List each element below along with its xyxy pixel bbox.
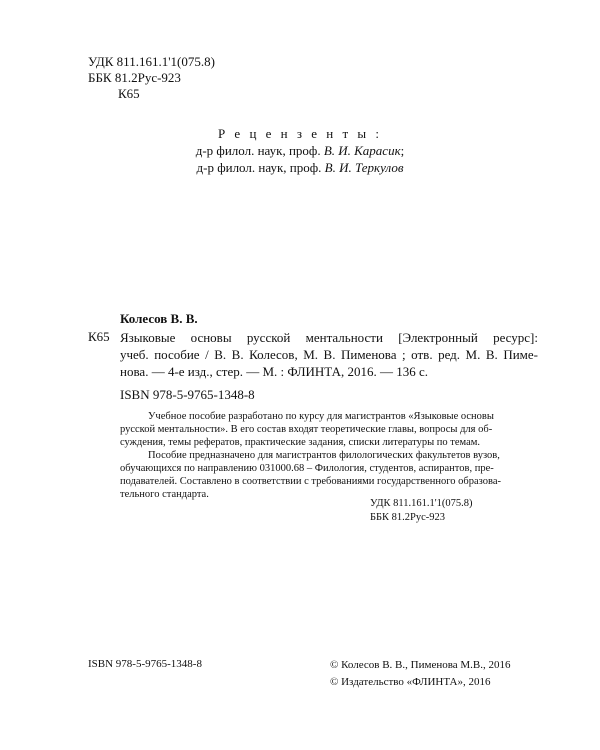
author-mark: К65 [118, 86, 140, 101]
udk-code: УДК 811.161.1'1(075.8) [88, 54, 215, 69]
copyright-authors: © Колесов В. В., Пименова М.В., 2016 [330, 659, 511, 671]
abstract-line: Пособие предназначено для магистрантов филологических факультетов вузов, [148, 450, 500, 461]
reviewer-1-degree: д-р филол. наук, проф. [195, 143, 324, 158]
abstract-line: русской ментальности». В его состав входят теоретические главы, вопросы для об- [120, 424, 493, 435]
reviewer-1-sep: ; [400, 143, 405, 158]
record-isbn: ISBN 978-5-9765-1348-8 [120, 387, 255, 402]
record-author: Колесов В. В. [120, 311, 198, 326]
reviewer-2 [0, 159, 600, 176]
record-author-mark: К65 [88, 329, 110, 344]
reviewer-2-name: В. И. Теркулов [324, 160, 404, 175]
copyright-notices [330, 657, 511, 691]
abstract-line: подавателей. Составлено в соответствии с требованиями государственного образова- [120, 476, 501, 487]
abstract-paragraph-2 [120, 449, 501, 501]
abstract [120, 410, 501, 501]
bibliographic-record [120, 329, 538, 380]
abstract-line: Учебное пособие разработано по курсу для магистрантов «Языковые основы [148, 411, 494, 422]
reviewers-block [0, 125, 600, 176]
reviewer-2-degree: д-р филол. наук, проф. [196, 160, 325, 175]
abstract-line: суждения, темы рефератов, практические задания, списки литературы по темам. [120, 437, 481, 448]
udk-code-2: УДК 811.161.1'1(075.8) [370, 498, 473, 509]
abstract-line: обучающихся по направлению 031000.68 – Филология, студентов, аспирантов, пре- [120, 463, 494, 474]
reviewer-1 [0, 142, 600, 159]
reviewers-title: Р е ц е н з е н т ы : [217, 126, 383, 141]
classification-codes-top [88, 54, 215, 102]
record-line-3: нова. — 4-е изд., стер. — М. : ФЛИНТА, 2016. — 136 с. [120, 364, 428, 379]
bbk-code: ББК 81.2Рус-923 [88, 70, 181, 85]
bbk-code-2: ББК 81.2Рус-923 [370, 512, 446, 523]
record-line-2: учеб. пособие / В. В. Колесов, М. В. Пименова ; отв. ред. М. В. Пиме- [120, 347, 538, 362]
footer-isbn: ISBN 978-5-9765-1348-8 [88, 658, 202, 670]
abstract-line: тельного стандарта. [120, 489, 209, 500]
record-line-1: Языковые основы русской ментальности [Электронный ресурс]: [120, 330, 538, 345]
reviewer-1-name: В. И. Карасик [323, 143, 401, 158]
abstract-paragraph-1 [120, 410, 492, 449]
copyright-publisher: © Издательство «ФЛИНТА», 2016 [330, 676, 491, 688]
classification-codes-bottom [370, 497, 473, 525]
